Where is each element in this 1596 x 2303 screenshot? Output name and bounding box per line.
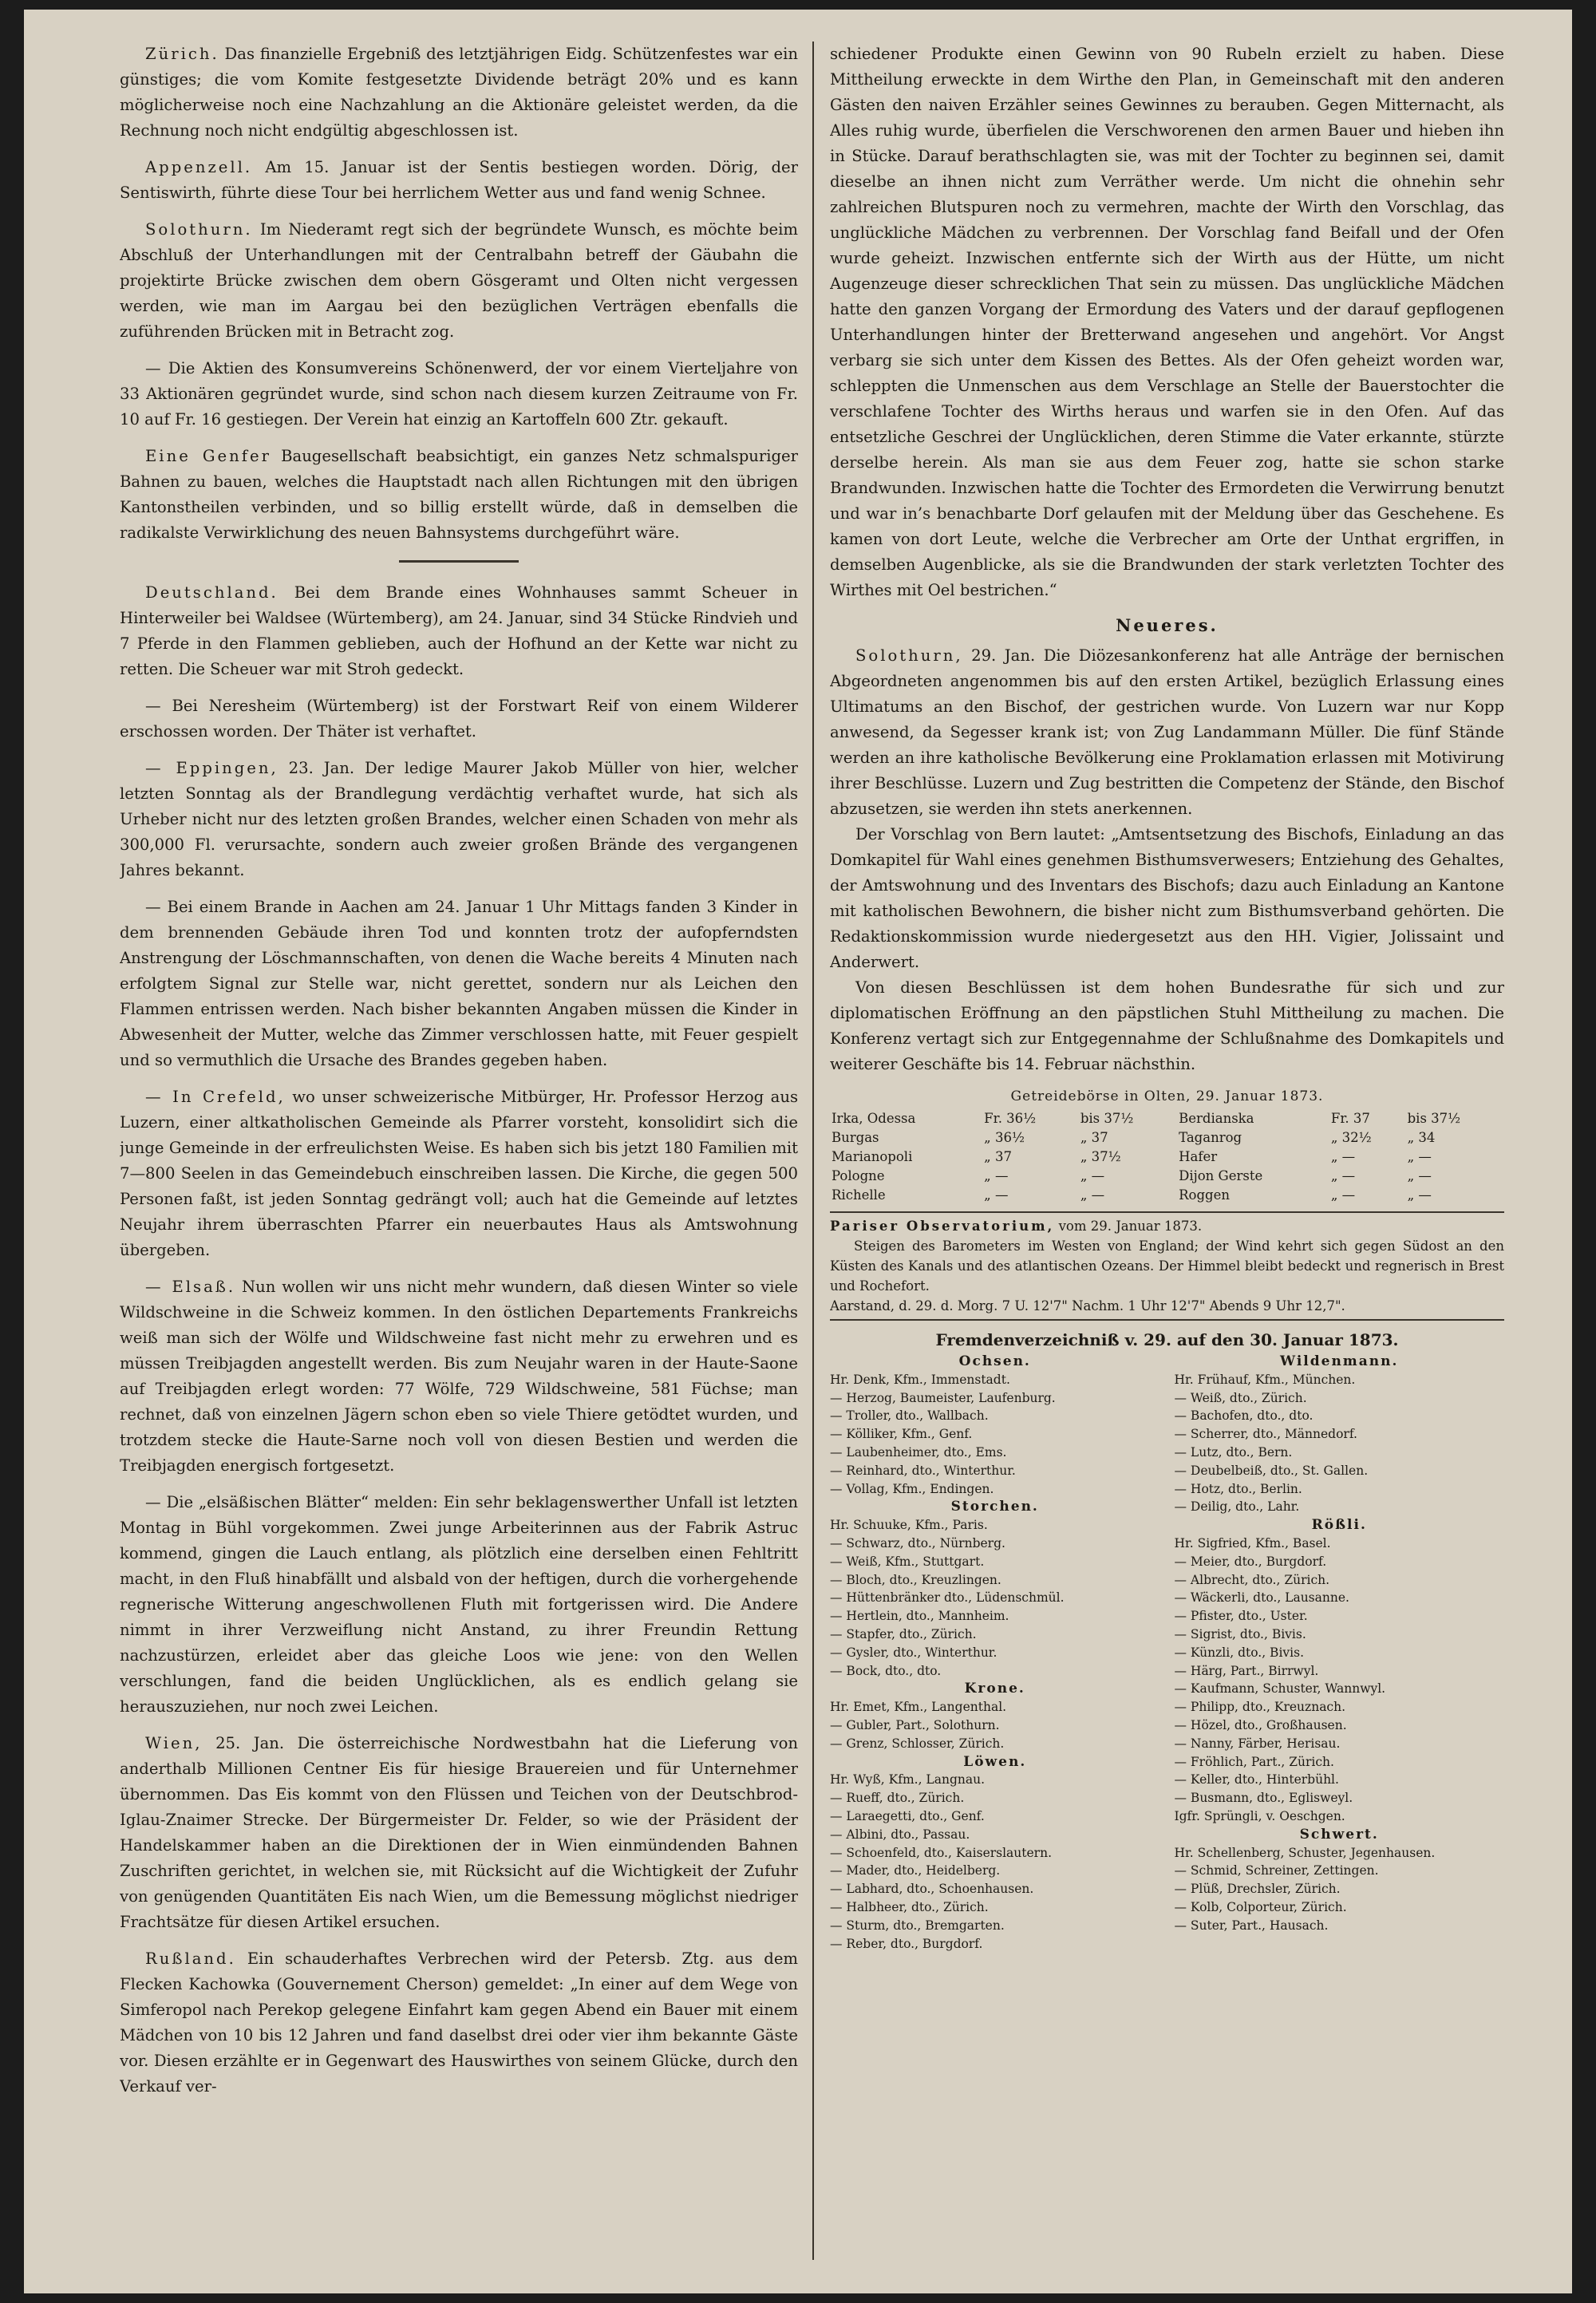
guest-entry: — Keller, dto., Hinterbühl. [1174, 1772, 1339, 1787]
guest-list [830, 1353, 1504, 1953]
guest-entry: — Hüttenbränker dto., Lüdenschmül. [830, 1590, 1065, 1606]
article-place: Solothurn. [145, 220, 253, 239]
grain-cell: Hafer [1179, 1149, 1218, 1164]
guest-entry: — Gubler, Part., Solothurn. [830, 1717, 1000, 1732]
guest-entry: — Reber, dto., Burgdorf. [830, 1936, 983, 1951]
article-place: Zürich. [145, 45, 219, 63]
article-text: Bei dem Brande eines Wohnhauses sammt Scheuer in Hinterweiler bei Waldsee (Würtemberg), am 24. Januar, sind 34 Stücke Rindvieh und 7 Pferde in den Flammen geblieben, auch der Hofhund an der Kette war nicht zu retten. Die Scheuer war mit Stroh gedeckt. [120, 583, 798, 678]
guest-entry: — Kölliker, Kfm., Genf. [830, 1427, 973, 1442]
grain-cell: „ 37 [984, 1149, 1012, 1164]
grain-cell: „ — [1080, 1187, 1105, 1203]
grain-row [830, 1109, 1504, 1128]
grain-cell: „ 37½ [1080, 1149, 1121, 1164]
guest-entry: — Hözel, dto., Großhausen. [1174, 1717, 1347, 1732]
guest-entry: — Bock, dto., dto. [830, 1663, 942, 1678]
grain-cell: „ 32½ [1330, 1130, 1372, 1145]
left-articles [120, 41, 798, 2100]
article-text: — Bei Neresheim (Würtemberg) ist der Forstwart Reif von einem Wilderer erschossen worden. Der Thäter ist verhaftet. [120, 697, 798, 741]
article-paragraph [120, 580, 798, 682]
guest-entry: — Labhard, dto., Schoenhausen. [830, 1882, 1034, 1897]
article-paragraph [120, 444, 798, 546]
section-separator [399, 560, 519, 563]
grain-cell: „ — [1330, 1187, 1356, 1203]
guest-entry: Hr. Denk, Kfm., Immenstadt. [830, 1372, 1010, 1387]
section-title-neueres: Neueres. [1116, 615, 1219, 635]
article-text: — Bei einem Brande in Aachen am 24. Januar 1 Uhr Mittags fanden 3 Kinder in dem brennenden Gebäude ihren Tod und konnten trotz der aufopferndsten Anstrengung der Löschmannschaften, von denen die Wache bereits 4 Minuten nach erfolgtem Signal zur Stelle war, nicht gerettet, sondern nur als Leichen den Flammen entrissen werden. Nach bisher bekannten Angaben müssen die Kinder in Abwesenheit der Mutter, welche das Zimmer verschlossen hatte, mit Feuer gespielt und so vermuthlich die Ursache des Brandes gegeben haben. [120, 898, 798, 1069]
grain-cell: „ — [984, 1187, 1009, 1203]
grain-row [830, 1148, 1504, 1167]
grain-cell: Berdianska [1179, 1111, 1254, 1126]
guest-entry: — Meier, dto., Burgdorf. [1174, 1554, 1327, 1569]
guest-entry: — Albini, dto., Passau. [830, 1827, 970, 1842]
guest-entry: — Halbheer, dto., Zürich. [830, 1899, 989, 1914]
guest-entry: — Suter, Part., Hausach. [1174, 1918, 1329, 1933]
hotel-name: Krone. [964, 1681, 1025, 1697]
article-paragraph [120, 41, 798, 144]
right-column [830, 41, 1504, 2276]
grain-cell: „ — [1407, 1187, 1432, 1203]
guest-entry: — Künzli, dto., Bivis. [1174, 1645, 1305, 1660]
guest-entry: — Mader, dto., Heidelberg. [830, 1863, 1001, 1878]
article-text: Nun wollen wir uns nicht mehr wundern, daß diesen Winter so viele Wildschweine in die Schweiz kommen. In den östlichen Departements Frankreichs weiß man sich der Wölfe und Wildschweine fast nicht mehr zu erwehren und es müssen Treibjagden angestellt werden. Bis zum Neujahr waren in der Haute-Saone auf Treibjagden erlegt worden: 77 Wölfe, 729 Wildschweine, 581 Füchse; man rechnet, daß von einzelnen Jägern schon eben so viele Thiere getödtet wurden, und trotzdem stecke die Haute-Sarne noch voll von diesen Bestien und werden die Treibjagden energisch fortgesetzt. [120, 1278, 798, 1475]
guest-entry: — Bloch, dto., Kreuzlingen. [830, 1572, 1001, 1587]
guest-entry: — Laubenheimer, dto., Ems. [830, 1444, 1007, 1460]
news-text: 29. Jan. Die Diözesankonferenz hat alle Anträge der bernischen Abgeordneten angenommen bis auf den ersten Artikel, bezüglich Erlassung eines Ultimatums an den Bischof, der gestrichen wurde. Von Luzern war nur Kopp anwesend, da Segesser krank ist; von Zug Landammann Müller. Die fünf Stände werden an ihre katholische Bevölkerung eine Proklamation erlassen mit Motivirung ihrer Beschlüsse. Luzern und Zug bestritten die Competenz der Stände, den Bischof abzusetzen, sie werden ihn stets anerkennen. [830, 646, 1504, 818]
article-paragraph [120, 1490, 798, 1720]
grain-cell: „ — [1080, 1168, 1105, 1183]
guest-entry: Hr. Schellenberg, Schuster, Jegenhausen. [1174, 1845, 1436, 1860]
article-text: Das finanzielle Ergebniß des letztjährigen Eidg. Schützenfestes war ein günstiges; die vom Komite festgesetzte Dividende beträgt 20% und es kann möglicherweise noch eine Nachzahlung an die Aktionäre geleistet werden, da die Rechnung noch nicht endgültig abgeschlossen ist. [120, 45, 798, 140]
news-text: Von diesen Beschlüssen ist dem hohen Bundesrathe für sich und zur diplomatischen Eröffnung an den päpstlichen Stuhl Mittheilung zu machen. Die Konferenz vertagt sich zur Entgegennahme der Schlußnahme des Domkapitels und weiterer Geschäfte bis 14. Februar nächsthin. [830, 978, 1504, 1073]
article-paragraph [120, 356, 798, 433]
article-continuation: schiedener Produkte einen Gewinn von 90 Rubeln erzielt zu haben. Diese Mittheilung erweckte in dem Wirthe den Plan, in Gemeinschaft mit den anderen Gästen den naiven Erzähler seines Gewinnes zu berauben. Gegen Mitternacht, als Alles ruhig wurde, überfielen die Verschworenen den armen Bauer und hieben ihn in Stücke. Darauf berathschlagten sie, was mit der Tochter zu beginnen sei, damit dieselbe an ihnen nicht zum Verräther werde. Um nicht die ohnehin sehr zahlreichen Blutspuren noch zu vermehren, machte der Wirth den Vorschlag, das unglückliche Mädchen zu verbrennen. Der Vorschlag fand Beifall und der Ofen wurde geheizt. Inzwischen entfernte sich der Wirth aus der Hütte, um nicht Augenzeuge dieser schrecklichen That sein zu müssen. Das unglückliche Mädchen hatte den ganzen Vorgang der Ermordung des Vaters und der darauf gepflogenen Unterhandlungen hinter der Bretterwand angesehen und angehört. Vor Angst verbarg sie sich unter dem Kissen des Bettes. Als der Ofen geheizt worden war, schleppten die Unmenschen aus dem Verschlage an Stelle der Bauerstochter die verschlafene Tochter des Wirths heraus und warfen sie in den Ofen. Auf das entsetzliche Geschrei der Unglücklichen, deren Stimme die Vater erkannte, stürzte derselbe herein. Als man sie aus dem Feuer zog, hatte sie schon starke Brandwunden. Inzwischen hatte die Tochter des Ermordeten die Verwirrung benutzt und war in’s benachbarte Dorf gelaufen mit der Meldung über das Geschehene. Es kamen von dort Leute, welche die Verbrecher am Orte der Unthat ergriffen, in demselben Augenblicke, als sie die Brandwunden der stark verletzten Tochter des Wirthes mit Oel bestrichen.“ [830, 45, 1504, 599]
observatory-report [830, 1211, 1504, 1321]
guest-entry: — Kaufmann, Schuster, Wannwyl. [1174, 1681, 1386, 1697]
guest-entry: — Härg, Part., Birrwyl. [1174, 1663, 1319, 1678]
guest-entry: — Schoenfeld, dto., Kaiserslautern. [830, 1845, 1053, 1860]
grain-cell: Irka, Odessa [832, 1111, 916, 1126]
grain-cell: Taganrog [1179, 1130, 1242, 1145]
guest-entry: Hr. Emet, Kfm., Langenthal. [830, 1700, 1007, 1715]
guest-entry: — Nanny, Färber, Herisau. [1174, 1736, 1341, 1751]
hotel-name: Löwen. [963, 1753, 1027, 1770]
guest-entry: — Lutz, dto., Bern. [1174, 1444, 1293, 1460]
guest-entry: — Scherrer, dto., Männedorf. [1174, 1427, 1357, 1442]
article-paragraph [120, 217, 798, 345]
article-place: — Eppingen, [145, 759, 279, 777]
article-text: Im Niederamt regt sich der begründete Wunsch, es möchte beim Abschluß der Unterhandlungen mit der Centralbahn betreff der Gäubahn die projektirte Brücke zwischen dem obern Gösgeramt und Olten nicht vergessen werden, wie man im Aargau bei den bezüglichen Verträgen ebenfalls die zuführenden Brücken mit in Betracht zog. [120, 220, 798, 341]
observatory-text: Steigen des Barometers im Westen von England; der Wind kehrt sich gegen Südost an den Küsten des Kanals und des atlantischen Ozeans. Der Himmel bleibt bedeckt und regnerisch in Brest und Rochefort. [830, 1238, 1504, 1294]
article-paragraph [120, 895, 798, 1073]
article-text: 25. Jan. Die österreichische Nordwestbahn hat die Lieferung von anderthalb Millionen Centner Eis für hiesige Brauereien und für Unternehmer übernommen. Das Eis kommt von den Flüssen und Teichen von der Deutschbrod-Iglau-Znaimer Strecke. Der Bürgermeister Dr. Felder, so wie der Präsident der Handelskammer haben an die Direktionen der in Wien einmündenden Bahnen Zuschriften gerichtet, in welchen sie, mit Rücksicht auf die Wichtigkeit der Zufuhr von genügenden Quantitäten Eis nach Wien, um die Bemessung möglichst niedriger Frachtsätze für diesen Artikel ersuchen. [120, 1734, 798, 1931]
grain-row [830, 1128, 1504, 1148]
article-paragraph [120, 155, 798, 206]
guest-entry: Hr. Wyß, Kfm., Langnau. [830, 1772, 985, 1787]
grain-cell: bis 37½ [1080, 1111, 1134, 1126]
hotel-name: Storchen. [950, 1499, 1039, 1515]
observatory-title: Pariser Observatorium, [830, 1219, 1055, 1234]
article-paragraph [120, 693, 798, 745]
grain-cell: „ — [1407, 1149, 1432, 1164]
grain-cell: Marianopoli [832, 1149, 913, 1164]
guest-entry: — Reinhard, dto., Winterthur. [830, 1463, 1016, 1478]
grain-cell: Fr. 37 [1330, 1111, 1370, 1126]
hotel-name: Schwert. [1299, 1826, 1379, 1843]
guest-entry: — Vollag, Kfm., Endingen. [830, 1481, 994, 1496]
article-place: — Elsaß. [145, 1278, 236, 1296]
article-text: — Die „elsäßischen Blätter“ melden: Ein sehr beklagenswerther Unfall ist letzten Montag in Bühl vorgekommen. Zwei junge Arbeiterinnen aus der Fabrik Astruc kommend, gingen die Lauch entlang, als plötzlich eine derselben einen Fehltritt macht, in den Fluß hinabfällt und alsbald von der heftigen, durch die vorhergehende regnerische Witterung angeschwollenen Fluth mit fortgerissen wird. Die Andere nimmt in ihrer Verzweiflung nicht Anstand, zu ihrer Freundin Rettung nachzustürzen, erleidet aber das gleiche Loos wie jene: von den Wellen verschlungen, fand die beiden Unglücklichen, als es endlich gelang sie herauszuziehen, nur noch zwei Leichen. [120, 1493, 798, 1716]
grain-cell: Pologne [832, 1168, 885, 1183]
article-place: Wien, [145, 1734, 203, 1752]
observatory-heading [830, 1216, 1504, 1236]
left-column [120, 41, 798, 2276]
grain-cell: Fr. 36½ [984, 1111, 1037, 1126]
grain-market-title: Getreidebörse in Olten, 29. Januar 1873. [1010, 1088, 1324, 1104]
grain-cell: Dijon Gerste [1179, 1168, 1263, 1183]
news-paragraph [830, 975, 1504, 1077]
article-place: — In Crefeld, [145, 1088, 286, 1106]
news-paragraph [830, 643, 1504, 822]
guest-entry: — Schwarz, dto., Nürnberg. [830, 1535, 1005, 1550]
guest-entry: — Busmann, dto., Eglisweyl. [1174, 1791, 1353, 1806]
article-text: Baugesellschaft beabsichtigt, ein ganzes Netz schmalspuriger Bahnen zu bauen, welches die Hauptstadt nach allen Richtungen mit den übrigen Kantonstheilen verbinden, und so billig erstellt würde, daß in demselben die radikalste Verwirklichung des neuen Bahnsystems durchgeführt wäre. [120, 447, 798, 542]
guest-entry: — Bachofen, dto., dto. [1174, 1408, 1314, 1424]
article-place: Rußland. [145, 1949, 236, 1968]
grain-cell: „ — [1330, 1168, 1356, 1183]
news-place: Solothurn, [855, 646, 963, 665]
guest-entry: Igfr. Sprüngli, v. Oeschgen. [1174, 1808, 1345, 1823]
guest-entry: — Rueff, dto., Zürich. [830, 1791, 965, 1806]
guest-entry: — Hotz, dto., Berlin. [1174, 1481, 1302, 1496]
guest-entry: — Weiß, Kfm., Stuttgart. [830, 1554, 985, 1569]
grain-cell: Roggen [1179, 1187, 1230, 1203]
guest-entry: — Gysler, dto., Winterthur. [830, 1645, 998, 1660]
grain-cell: bis 37½ [1407, 1111, 1461, 1126]
guest-entry: — Hertlein, dto., Mannheim. [830, 1609, 1009, 1624]
article-place: Eine Genfer [145, 447, 271, 465]
guest-entry: — Pfister, dto., Uster. [1174, 1609, 1308, 1624]
guest-entry: — Laraegetti, dto., Genf. [830, 1808, 985, 1823]
grain-cell: Richelle [832, 1187, 886, 1203]
guest-entry: — Wäckerli, dto., Lausanne. [1174, 1590, 1349, 1606]
grain-cell: „ — [1407, 1168, 1432, 1183]
guest-entry: — Herzog, Baumeister, Laufenburg. [830, 1390, 1056, 1405]
hotel-name: Ochsen. [958, 1353, 1031, 1369]
guest-entry: Hr. Frühauf, Kfm., München. [1174, 1372, 1356, 1387]
article-paragraph [120, 1274, 798, 1479]
grain-cell: „ — [984, 1168, 1009, 1183]
article-text: Ein schauderhaftes Verbrechen wird der Petersb. Ztg. aus dem Flecken Kachowka (Gouvernement Cherson) gemeldet: „In einer auf dem Wege von Simferopol nach Perekop gelegene Einfahrt kam gegen Abend ein Bauer mit einem Mädchen von 10 bis 12 Jahren und fand daselbst drei oder vier ihm bekannte Gäste vor. Diesen erzählte er in Gegenwart des Hauswirthes von seinem Glücke, durch den Verkauf ver- [120, 1949, 798, 2096]
observatory-date: vom 29. Januar 1873. [1058, 1219, 1203, 1234]
guest-entry: — Albrecht, dto., Zürich. [1174, 1572, 1330, 1587]
article-paragraph [120, 1731, 798, 1935]
guest-entry: — Plüß, Drechsler, Zürich. [1174, 1882, 1341, 1897]
column-divider [812, 41, 814, 2260]
guest-entry: — Grenz, Schlosser, Zürich. [830, 1736, 1005, 1751]
article-text: wo unser schweizerische Mitbürger, Hr. Professor Herzog aus Luzern, einer altkatholischen Gemeinde als Pfarrer vorsteht, konsolidirt sich die junge Gemeinde in der erfreulichsten Weise. Es haben sich bis jetzt 180 Familien mit 7—800 Seelen in das Gemeindebuch einschreiben lassen. Die Kirche, die gegen 500 Personen faßt, ist jeden Sonntag gedrängt voll; auch hat die Gemeinde auf letztes Neujahr ihrem überraschten Pfarrer ein neuerbautes Haus als Amtswohnung übergeben. [120, 1088, 798, 1259]
grain-cell: Burgas [832, 1130, 879, 1145]
article-place: Deutschland. [145, 583, 279, 602]
guest-entry: — Weiß, dto., Zürich. [1174, 1390, 1307, 1405]
guest-entry: — Schmid, Schreiner, Zettingen. [1174, 1863, 1379, 1878]
article-text: Am 15. Januar ist der Sentis bestiegen worden. Dörig, der Sentiswirth, führte diese Tour bei herrlichem Wetter aus und fand wenig Schnee. [120, 158, 798, 202]
grain-cell: „ 36½ [984, 1130, 1025, 1145]
article-text: — Die Aktien des Konsumvereins Schönenwerd, der vor einem Vierteljahre von 33 Aktionären gegründet wurde, sind schon nach diesem kurzen Zeitraume von Fr. 10 auf Fr. 16 gestiegen. Der Verein hat einzig an Kartoffeln 600 Ztr. gekauft. [120, 359, 798, 429]
guest-entry: — Deubelbeiß, dto., St. Gallen. [1174, 1463, 1369, 1478]
grain-row [830, 1167, 1504, 1186]
guest-entry: — Troller, dto., Wallbach. [830, 1408, 989, 1424]
hotel-name: Wildenmann. [1280, 1353, 1399, 1369]
guest-list-right [1175, 1353, 1505, 1953]
guest-entry: Hr. Schuuke, Kfm., Paris. [830, 1518, 988, 1533]
article-paragraph [120, 1084, 798, 1263]
news-paragraph [830, 822, 1504, 975]
guest-entry: — Stapfer, dto., Zürich. [830, 1626, 977, 1641]
guest-entry: — Fröhlich, Part., Zürich. [1174, 1754, 1334, 1769]
grain-cell: „ 37 [1080, 1130, 1108, 1145]
article-place: Appenzell. [145, 158, 253, 176]
guest-list-title: Fremdenverzeichniß v. 29. auf den 30. Januar 1873. [935, 1330, 1399, 1349]
guest-entry: — Sigrist, dto., Bivis. [1174, 1626, 1306, 1641]
aarstand-reading: Aarstand, d. 29. d. Morg. 7 U. 12'7" Nachm. 1 Uhr 12'7" Abends 9 Uhr 12,7". [830, 1298, 1345, 1313]
grain-price-table [830, 1109, 1504, 1205]
article-paragraph [120, 756, 798, 883]
guest-entry: Hr. Sigfried, Kfm., Basel. [1174, 1535, 1331, 1550]
article-paragraph [120, 1946, 798, 2100]
newspaper-page [24, 10, 1572, 2293]
hotel-name: Rößli. [1311, 1517, 1367, 1534]
guest-list-left [830, 1353, 1160, 1953]
news-articles [830, 643, 1504, 1077]
news-text: Der Vorschlag von Bern lautet: „Amtsentsetzung des Bischofs, Einladung an das Domkapitel für Wahl eines genehmen Bisthumsverwesers; Entziehung des Gehaltes, der Amtswohnung und des Inventars des Bischofs; dazu auch Einladung an Kantone mit katholischen Bewohnern, die bisher nicht zum Bisthumsverband gehörten. Die Redaktionskommission wurde niedergesetzt aus den HH. Vigier, Jolissaint und Anderwert. [830, 825, 1504, 971]
grain-cell: „ — [1330, 1149, 1356, 1164]
guest-entry: — Philipp, dto., Kreuznach. [1174, 1700, 1346, 1715]
guest-entry: — Sturm, dto., Bremgarten. [830, 1918, 1005, 1933]
grain-cell: „ 34 [1407, 1130, 1436, 1145]
guest-entry: — Deilig, dto., Lahr. [1174, 1499, 1300, 1515]
guest-entry: — Kolb, Colporteur, Zürich. [1174, 1899, 1347, 1914]
grain-row [830, 1186, 1504, 1205]
article-text: 23. Jan. Der ledige Maurer Jakob Müller von hier, welcher letzten Sonntag als der Brandlegung verdächtig verhaftet wurde, hat sich als Urheber nicht nur des letzten großen Brandes, welcher einen Schaden von mehr als 300,000 Fl. verursachte, sondern auch zweier großen Brände des vergangenen Jahres bekannt. [120, 759, 798, 879]
